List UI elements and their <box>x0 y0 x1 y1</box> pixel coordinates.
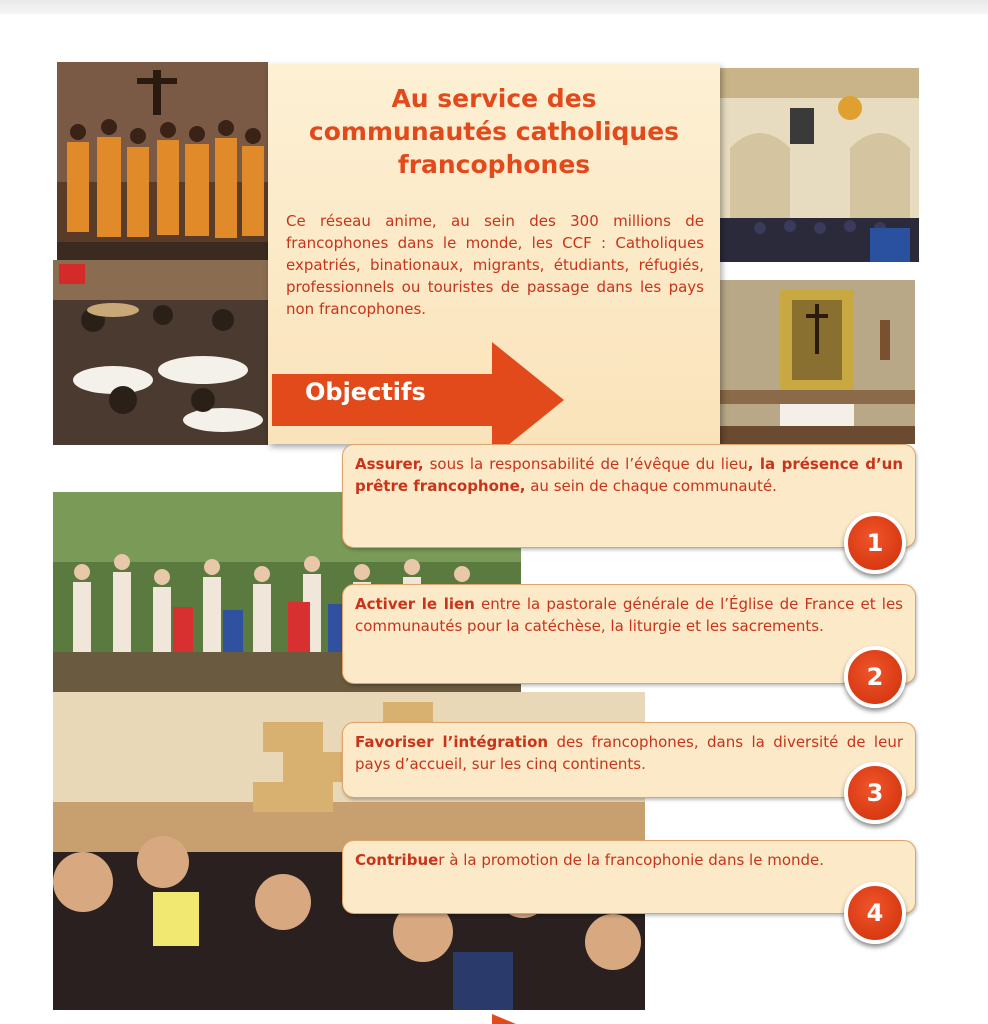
objective-3-part-2: des francophones, dans la diversité de leur pays d’accueil, sur les cinq continents. <box>355 733 904 773</box>
viewer-top-bar <box>0 0 988 14</box>
title-line-1: Au service des <box>391 84 597 113</box>
altar-photo <box>720 280 915 444</box>
intro-text: Ce réseau anime, au sein des 300 millions de francophones dans le monde, les CCF : Catholiques expatriés, binationaux, migrants, étudiants, réfugiés, professionnels ou touristes de passage dans les pays non francophones. <box>286 212 704 318</box>
objective-2-number-badge: 2 <box>844 646 906 708</box>
objective-4-part-1: Contribue <box>355 851 439 869</box>
objective-1-part-3: , la présence d’un prêtre francophone, <box>355 455 904 495</box>
objective-3-part-1: Favoriser l’intégration <box>355 733 549 751</box>
objective-1-part-2: sous la responsabilité de l’évêque du lieu <box>423 455 748 473</box>
banquet-photo <box>53 260 268 445</box>
page-title <box>268 82 720 181</box>
objective-1-number-badge: 1 <box>844 512 906 574</box>
objectives-heading: Objectifs <box>305 378 426 406</box>
objective-4-text <box>355 851 824 869</box>
objective-3-number-badge: 3 <box>844 762 906 824</box>
objective-2-part-2: entre la pastorale générale de l’Église de France et les communautés pour la catéchèse, la liturgie et les sacrements. <box>355 595 903 635</box>
objective-box-1 <box>342 444 916 548</box>
objective-box-3 <box>342 722 916 798</box>
title-line-3: francophones <box>397 150 591 179</box>
church-interior-photo <box>720 68 919 262</box>
objective-1-part-1: Assurer, <box>355 455 424 473</box>
next-page-arrow-shape <box>488 1014 520 1024</box>
objective-4-number-badge: 4 <box>844 882 906 944</box>
objective-4-part-2: r à la promotion de la francophonie dans le monde. <box>438 851 825 869</box>
objective-1-part-4: au sein de chaque communauté. <box>525 477 777 495</box>
choir-photo <box>57 62 268 260</box>
objective-2-part-1: Activer le lien <box>355 595 475 613</box>
objective-3-text <box>355 733 903 773</box>
objective-2-text <box>355 595 903 635</box>
objective-1-text <box>355 455 903 495</box>
objective-box-2 <box>342 584 916 684</box>
title-line-2: communautés catholiques <box>308 117 680 146</box>
objective-box-4 <box>342 840 916 914</box>
